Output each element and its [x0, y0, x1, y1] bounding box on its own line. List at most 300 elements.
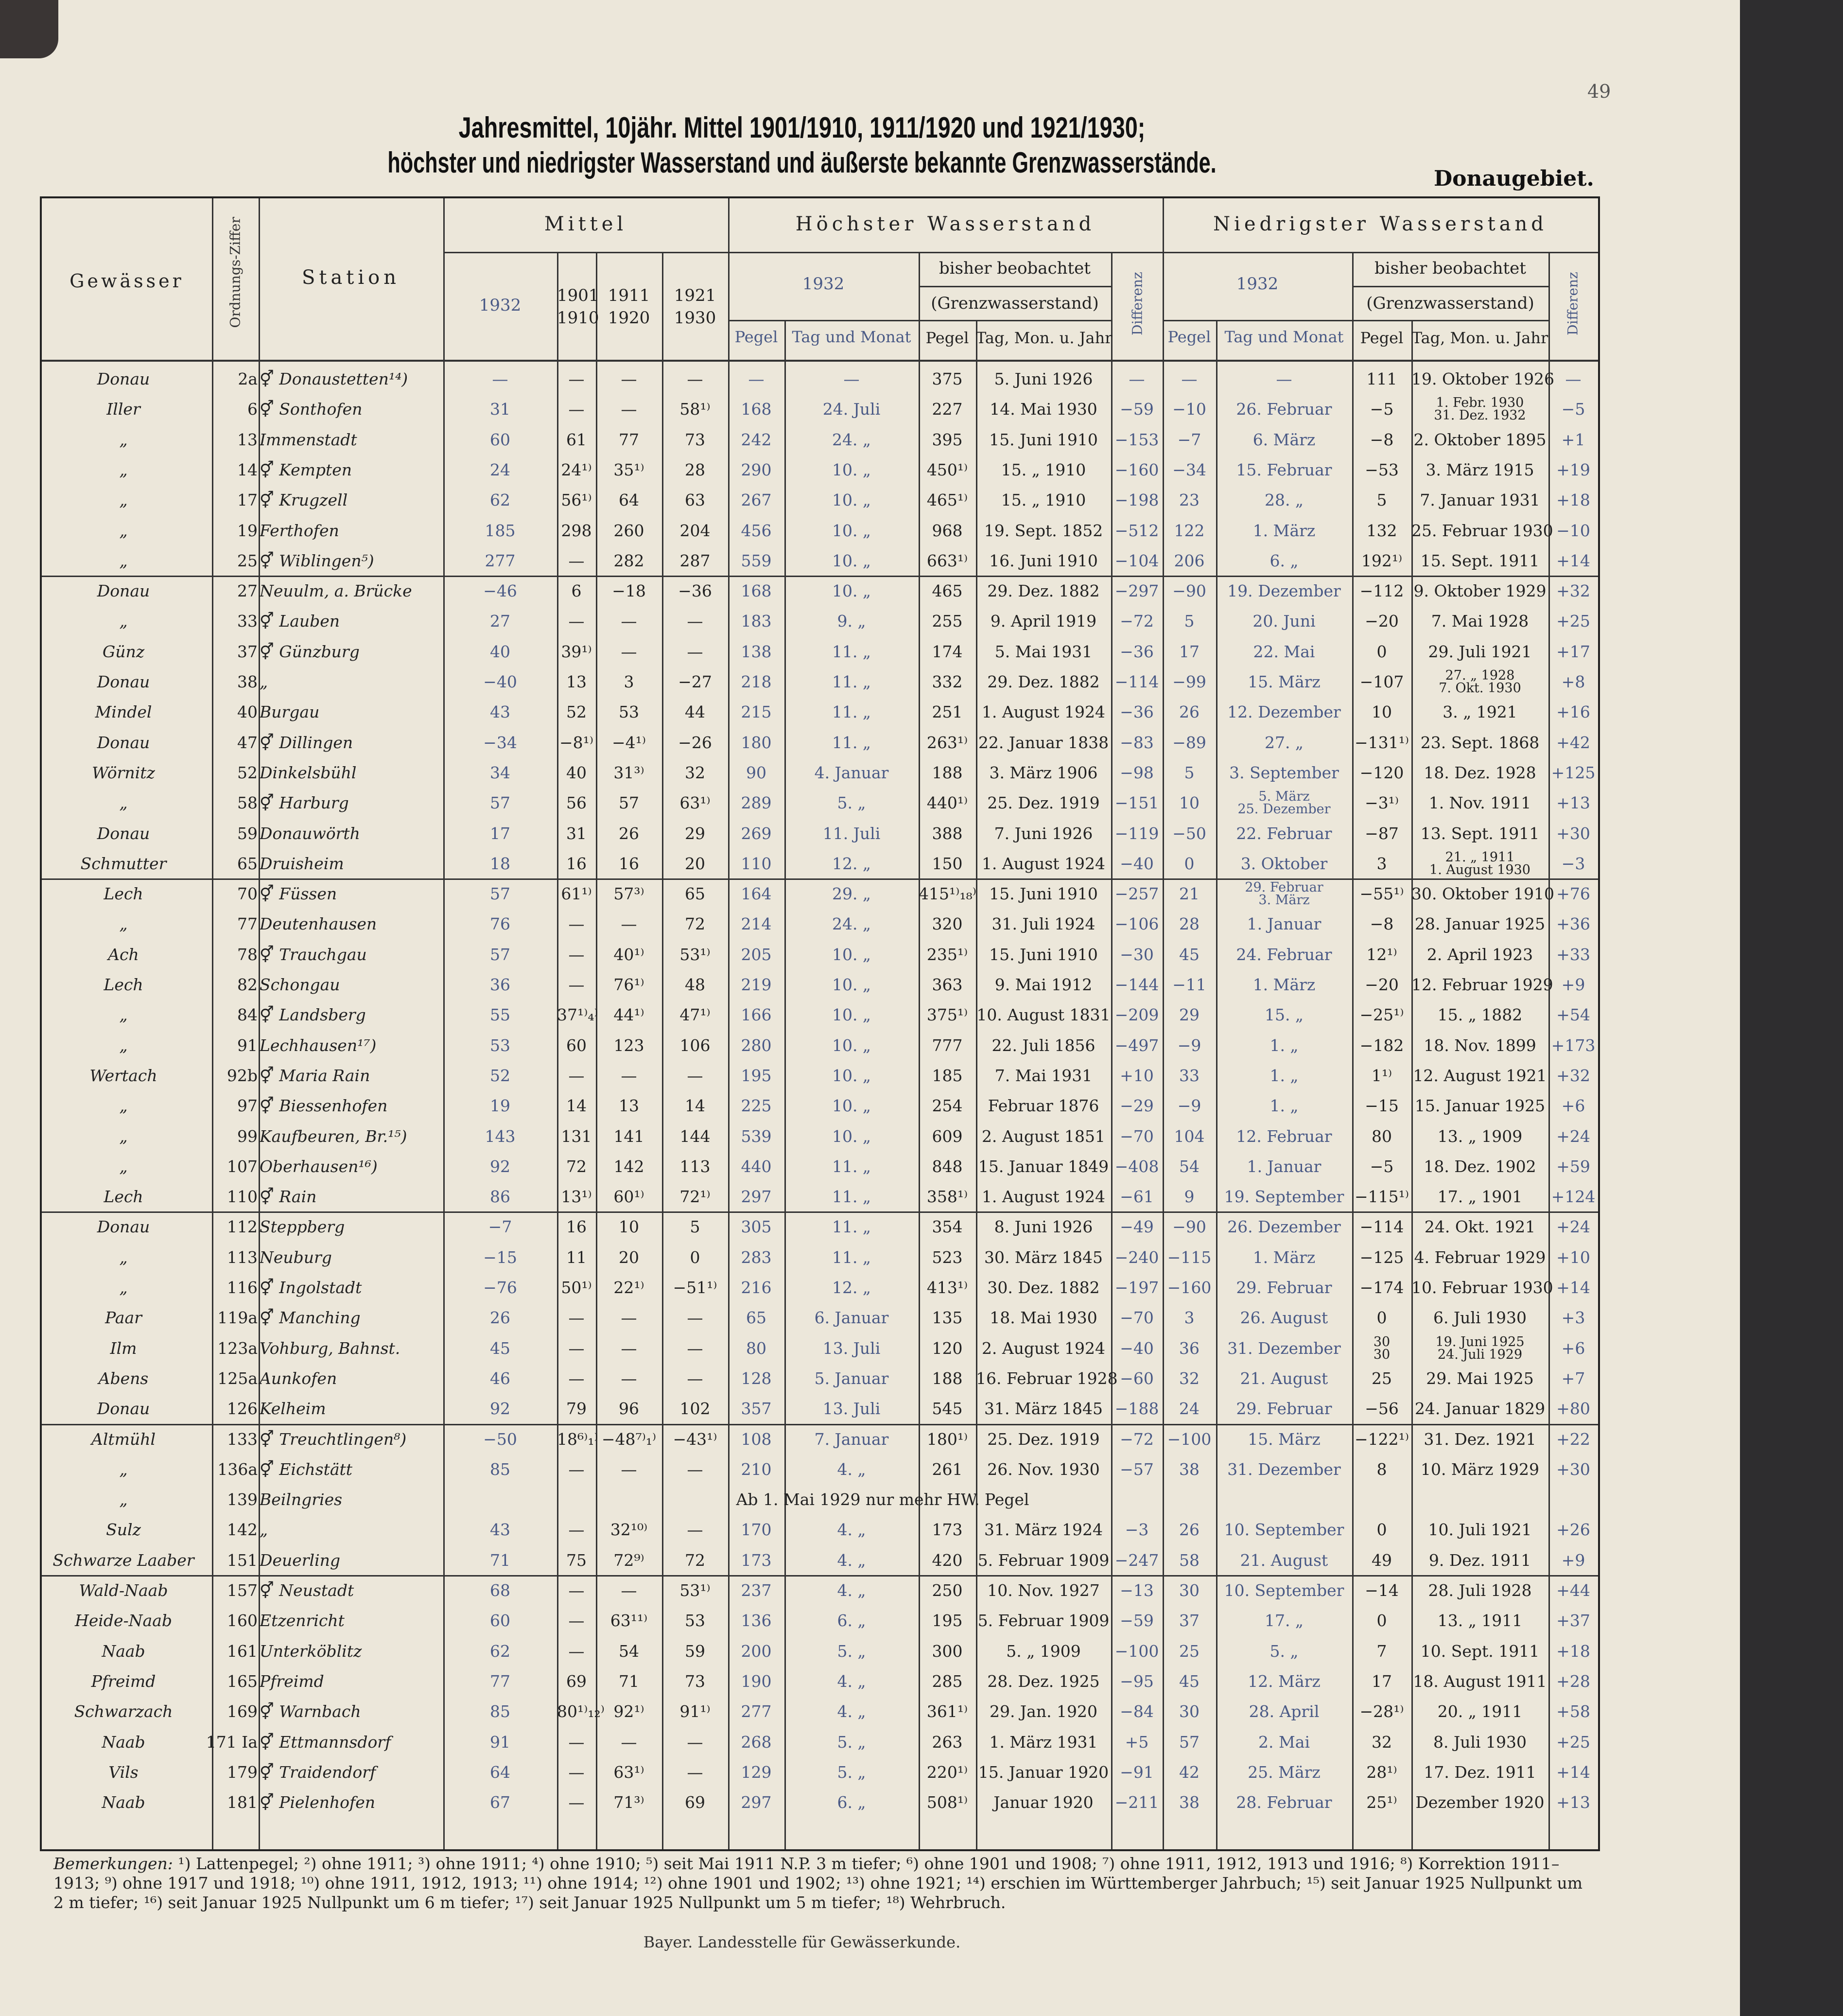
- station-name: Pielenhofen: [279, 1793, 376, 1812]
- hoechst-bisher-pegel-cell: 135: [932, 1308, 963, 1328]
- niedrig-bisher-tag-cell: 21. „ 1911 1. August 1930: [1429, 849, 1530, 877]
- binding-corner: [0, 0, 58, 58]
- ordnung-cell: 119a: [217, 1308, 258, 1328]
- recording-gauge-icon: ⚥: [260, 1096, 279, 1116]
- mittel-1911-cell: —: [621, 1066, 637, 1085]
- mittel-1911-cell: 282: [613, 551, 644, 570]
- hoechst-tag-cell: 24. „: [832, 430, 871, 449]
- gewaesser-cell: Naab: [102, 1641, 145, 1661]
- niedrig-bisher-pegel-cell: 17: [1372, 1671, 1392, 1691]
- header-line: [1163, 320, 1548, 321]
- niedrig-bisher-tag-cell: 9. Dez. 1911: [1428, 1550, 1531, 1570]
- niedrig-tag-cell: 26. August: [1240, 1308, 1328, 1328]
- mittel-1932-cell: 55: [490, 1005, 510, 1025]
- mittel-1901-cell: 16: [566, 854, 587, 873]
- mittel-1901-cell: 60: [566, 1035, 587, 1055]
- hoechst-tag-cell: 11. „: [832, 733, 871, 752]
- ordnung-cell: 99: [237, 1126, 258, 1146]
- mittel-1911-cell: 32¹⁰⁾: [610, 1520, 648, 1540]
- header-hoechster: Höchster Wasserstand: [795, 213, 1095, 235]
- mittel-1901-cell: 6: [571, 581, 582, 601]
- recording-gauge-icon: ⚥: [260, 551, 279, 570]
- niedrig-tag-cell: 28. „: [1264, 491, 1304, 510]
- niedrig-pegel-cell: −160: [1167, 1278, 1212, 1297]
- niedrig-tag-cell: 6. März: [1252, 430, 1316, 449]
- ordnung-cell: 171 Ia: [206, 1732, 258, 1752]
- hoechst-tag-cell: 12. „: [832, 1278, 871, 1297]
- niedrig-bisher-pegel-cell: 0: [1376, 642, 1387, 661]
- hoechst-tag-cell: 13. Juli: [822, 1399, 881, 1419]
- niedrig-differenz-cell: +28: [1556, 1671, 1590, 1691]
- hoechst-differenz-cell: −70: [1120, 1126, 1154, 1146]
- ordnung-cell: 97: [237, 1096, 258, 1116]
- station-cell: [260, 491, 483, 510]
- hoechst-differenz-cell: −297: [1114, 581, 1159, 601]
- hoechst-differenz-cell: −197: [1114, 1278, 1159, 1297]
- station-cell: [260, 945, 483, 964]
- niedrig-bisher-pegel-cell: −122¹⁾: [1355, 1429, 1409, 1449]
- station-cell: [260, 975, 483, 995]
- mittel-1901-cell: 39¹⁾: [561, 642, 592, 661]
- station-cell: [260, 1611, 483, 1630]
- hoechst-bisher-pegel-cell: 375¹⁾: [926, 1005, 968, 1025]
- recording-gauge-icon: ⚥: [260, 1066, 279, 1085]
- niedrig-bisher-pegel-cell: 12¹⁾: [1366, 945, 1397, 964]
- header-1920: 1920: [608, 308, 650, 328]
- remarks-label: Bemerkungen:: [53, 1854, 173, 1873]
- hoechst-bisher-pegel-cell: 375: [932, 369, 963, 388]
- station-name: Oberhausen¹⁶): [260, 1157, 378, 1176]
- gewaesser-cell: Wald-Naab: [79, 1581, 168, 1600]
- hoechst-differenz-cell: —: [1129, 369, 1145, 388]
- mittel-1921-cell: 91¹⁾: [679, 1702, 711, 1721]
- recording-gauge-icon: ⚥: [260, 491, 279, 510]
- hoechst-bisher-pegel-cell: 523: [932, 1247, 963, 1267]
- niedrig-tag-cell: 12. Februar: [1236, 1126, 1332, 1146]
- niedrig-pegel-cell: 206: [1174, 551, 1205, 570]
- hoechst-bisher-tag-cell: 15. Januar 1920: [978, 1762, 1109, 1782]
- niedrig-pegel-cell: 24: [1179, 1399, 1200, 1419]
- hoechst-differenz-cell: −153: [1114, 430, 1159, 449]
- header-hoechster-bisher: bisher beobachtet: [939, 259, 1091, 278]
- mittel-1932-cell: 57: [490, 884, 510, 904]
- station-name: Aunkofen: [260, 1368, 337, 1388]
- niedrig-bisher-pegel-cell: 7: [1376, 1641, 1387, 1661]
- ordnung-cell: 77: [237, 914, 258, 934]
- hoechst-differenz-cell: −84: [1120, 1702, 1154, 1721]
- mittel-1911-cell: 57³⁾: [613, 884, 644, 904]
- gewaesser-cell: Ach: [108, 945, 139, 964]
- niedrig-tag-cell: 10. September: [1224, 1581, 1344, 1600]
- niedrig-bisher-tag-cell: 15. Januar 1925: [1414, 1096, 1546, 1116]
- ordnung-cell: 38: [237, 672, 258, 691]
- niedrig-differenz-cell: +10: [1556, 1247, 1590, 1267]
- hoechst-bisher-tag-cell: 30. Dez. 1882: [987, 1278, 1100, 1297]
- mittel-1901-cell: 40: [566, 763, 587, 782]
- hoechst-bisher-tag-cell: 5. Februar 1909: [977, 1550, 1110, 1570]
- niedrig-pegel-cell: −99: [1172, 672, 1206, 691]
- mittel-1901-cell: 24¹⁾: [561, 460, 592, 479]
- niedrig-bisher-pegel-cell: −5: [1370, 1157, 1394, 1176]
- station-name: Sonthofen: [279, 400, 363, 419]
- niedrig-pegel-cell: 21: [1179, 884, 1200, 904]
- hoechst-tag-cell: 12. „: [832, 854, 871, 873]
- hoechst-tag-cell: 10. „: [832, 581, 871, 601]
- station-cell: [260, 400, 483, 419]
- mittel-1911-cell: 63¹¹⁾: [610, 1611, 648, 1630]
- niedrig-bisher-pegel-cell: −14: [1365, 1581, 1399, 1600]
- niedrig-tag-cell: 1. März: [1252, 521, 1316, 540]
- mittel-1911-cell: 71³⁾: [613, 1793, 644, 1812]
- ordnung-cell: 25: [237, 551, 258, 570]
- niedrig-bisher-tag-cell: 10. März 1929: [1420, 1459, 1540, 1479]
- niedrig-bisher-tag-cell: 18. Dez. 1902: [1424, 1157, 1536, 1176]
- recording-gauge-icon: ⚥: [260, 1793, 279, 1812]
- station-cell: [260, 1460, 483, 1479]
- hoechst-pegel-cell: 200: [741, 1641, 772, 1661]
- niedrig-differenz-cell: +18: [1556, 491, 1590, 510]
- niedrig-differenz-cell: +24: [1556, 1126, 1590, 1146]
- hoechst-bisher-tag-cell: 29. Dez. 1882: [987, 581, 1100, 601]
- hoechst-bisher-tag-cell: 2. August 1924: [981, 1338, 1106, 1358]
- hoechst-tag-cell: 11. „: [832, 672, 871, 691]
- gewaesser-cell: Wörnitz: [92, 763, 155, 782]
- recording-gauge-icon: ⚥: [260, 793, 279, 813]
- hoechst-pegel-cell: 136: [741, 1611, 772, 1630]
- niedrig-tag-cell: 24. Februar: [1236, 945, 1332, 964]
- hoechst-pegel-cell: 168: [741, 400, 772, 419]
- niedrig-differenz-cell: +24: [1556, 1217, 1590, 1237]
- niedrig-bisher-tag-cell: 19. Juni 1925 24. Juli 1929: [1435, 1334, 1525, 1362]
- ordnung-cell: 27: [237, 581, 258, 601]
- hoechst-bisher-tag-cell: 25. Dez. 1919: [987, 1429, 1100, 1449]
- mittel-1921-cell: —: [687, 1308, 703, 1328]
- station-cell: [260, 1490, 483, 1509]
- mittel-1921-cell: 53¹⁾: [679, 945, 711, 964]
- hoechst-differenz-cell: +5: [1125, 1732, 1149, 1752]
- mittel-1932-cell: 52: [490, 1066, 510, 1085]
- niedrig-tag-cell: 25. März: [1248, 1762, 1321, 1782]
- niedrig-tag-cell: 1. „: [1269, 1066, 1299, 1085]
- ordnung-cell: 52: [237, 763, 258, 782]
- header-station: Station: [301, 266, 400, 289]
- mittel-1921-cell: —: [687, 1066, 703, 1085]
- station-name: Ettmannsdorf: [279, 1732, 391, 1752]
- header-line: [42, 360, 1598, 362]
- gewaesser-cell: „: [119, 1278, 128, 1297]
- niedrig-bisher-tag-cell: 29. Mai 1925: [1426, 1368, 1534, 1388]
- mittel-1921-cell: −26: [678, 733, 712, 752]
- hoechst-differenz-cell: −60: [1120, 1368, 1154, 1388]
- mittel-1911-cell: 60¹⁾: [613, 1187, 644, 1207]
- mittel-1911-cell: 63¹⁾: [613, 1762, 644, 1782]
- station-cell: [260, 702, 483, 722]
- hoechst-bisher-pegel-cell: 450¹⁾: [926, 460, 968, 479]
- gewaesser-cell: Schmutter: [80, 854, 167, 873]
- hoechst-tag-cell: 5. „: [837, 1762, 866, 1782]
- niedrig-tag-cell: 21. August: [1240, 1550, 1328, 1570]
- header-differenz: Differenz: [1129, 272, 1146, 335]
- niedrig-bisher-tag-cell: 15. Sept. 1911: [1420, 551, 1540, 570]
- gewaesser-cell: Naab: [102, 1793, 145, 1812]
- hoechst-bisher-pegel-cell: 332: [932, 672, 963, 691]
- hoechst-tag-cell: 10. „: [832, 551, 871, 570]
- hoechst-bisher-tag-cell: 1. August 1924: [981, 1187, 1106, 1207]
- station-name: Treuchtlingen⁸): [279, 1429, 407, 1449]
- niedrig-bisher-tag-cell: 19. Oktober 1926: [1411, 369, 1555, 388]
- niedrig-bisher-tag-cell: 8. Juli 1930: [1433, 1732, 1527, 1752]
- niedrig-pegel-cell: 5: [1184, 763, 1195, 782]
- mittel-1901-cell: —: [568, 369, 585, 388]
- hoechst-tag-cell: 13. Juli: [822, 1338, 881, 1358]
- hoechst-tag-cell: 11. „: [832, 1217, 871, 1237]
- hoechst-differenz-cell: −144: [1114, 975, 1159, 994]
- hoechst-bisher-pegel-cell: 354: [932, 1217, 963, 1237]
- mittel-1921-cell: —: [687, 642, 703, 661]
- niedrig-pegel-cell: −100: [1167, 1429, 1212, 1449]
- station-name: Wiblingen⁵): [279, 551, 374, 570]
- hoechst-bisher-tag-cell: 19. Sept. 1852: [984, 521, 1103, 540]
- hoechst-bisher-pegel-cell: 361¹⁾: [926, 1702, 968, 1721]
- mittel-1932-cell: −40: [483, 672, 517, 691]
- header-1930: 1930: [674, 308, 716, 328]
- station-cell: [260, 1369, 483, 1388]
- niedrig-pegel-cell: −90: [1172, 581, 1206, 601]
- niedrig-bisher-tag-cell: 3. März 1915: [1426, 460, 1534, 479]
- hoechst-pegel-cell: 180: [741, 733, 772, 752]
- niedrig-pegel-cell: 38: [1179, 1459, 1200, 1479]
- mittel-1921-cell: 53: [685, 1611, 705, 1630]
- hoechst-bisher-tag-cell: 7. Juni 1926: [994, 824, 1093, 843]
- gewaesser-cell: „: [119, 521, 128, 540]
- gewaesser-cell: Iller: [106, 400, 140, 419]
- hoechst-pegel-cell: 138: [741, 642, 772, 661]
- hoechst-pegel-cell: 215: [741, 702, 772, 722]
- niedrig-differenz-cell: +36: [1556, 914, 1590, 934]
- niedrig-pegel-cell: 28: [1179, 914, 1200, 934]
- hoechst-tag-cell: 11. „: [832, 702, 871, 722]
- ordnung-cell: 91: [237, 1035, 258, 1055]
- niedrig-tag-cell: 15. Februar: [1236, 460, 1332, 479]
- niedrig-differenz-cell: +80: [1556, 1399, 1590, 1419]
- mittel-1921-cell: 102: [679, 1399, 711, 1419]
- mittel-1932-cell: 27: [490, 612, 510, 631]
- ordnung-cell: 65: [237, 854, 258, 873]
- station-cell: [260, 1702, 483, 1721]
- hoechst-pegel-cell: 214: [741, 914, 772, 934]
- gewaesser-cell: Altmühl: [91, 1429, 156, 1449]
- mittel-1921-cell: 48: [685, 975, 705, 994]
- mittel-1921-cell: −43¹⁾: [673, 1429, 717, 1449]
- hoechst-differenz-cell: −61: [1120, 1187, 1154, 1207]
- station-name: Günzburg: [279, 642, 360, 661]
- mittel-1932-cell: 277: [485, 551, 516, 570]
- niedrig-bisher-pegel-cell: 1¹⁾: [1371, 1066, 1392, 1085]
- page-number: 49: [1587, 81, 1611, 102]
- hoechst-pegel-cell: 219: [741, 975, 772, 994]
- hoechst-bisher-pegel-cell: 255: [932, 612, 963, 631]
- hoechst-tag-cell: 10. „: [832, 1126, 871, 1146]
- niedrig-bisher-tag-cell: 24. Januar 1829: [1414, 1399, 1546, 1419]
- mittel-1932-cell: 45: [490, 1338, 510, 1358]
- station-name: Warnbach: [279, 1702, 361, 1721]
- gewaesser-cell: „: [119, 612, 128, 631]
- station-cell: [260, 460, 483, 480]
- mittel-1911-cell: —: [621, 400, 637, 419]
- recording-gauge-icon: ⚥: [260, 733, 279, 752]
- mittel-1901-cell: —: [568, 1732, 585, 1752]
- niedrig-bisher-tag-cell: 10. Februar 1930: [1411, 1278, 1553, 1297]
- ordnung-cell: 123a: [217, 1338, 258, 1358]
- niedrig-tag-cell: 29. Februar: [1236, 1278, 1332, 1297]
- mittel-1901-cell: 61¹⁾: [561, 884, 592, 904]
- station-cell: [260, 369, 483, 389]
- ordnung-cell: 6: [247, 400, 258, 419]
- hoechst-tag-cell: 11. „: [832, 1247, 871, 1267]
- hoechst-differenz-cell: −104: [1114, 551, 1159, 570]
- hoechst-differenz-cell: −70: [1120, 1308, 1154, 1328]
- niedrig-pegel-cell: 17: [1179, 642, 1200, 661]
- niedrig-bisher-pegel-cell: −53: [1365, 460, 1399, 479]
- mittel-1911-cell: —: [621, 1732, 637, 1752]
- station-name: Biessenhofen: [279, 1096, 388, 1116]
- niedrig-bisher-pegel-cell: 32: [1372, 1732, 1392, 1752]
- station-cell: [260, 1157, 483, 1176]
- hoechst-bisher-pegel-cell: 609: [932, 1126, 963, 1146]
- niedrig-differenz-cell: +44: [1556, 1581, 1590, 1600]
- niedrig-differenz-cell: +19: [1556, 460, 1590, 479]
- mittel-1932-cell: 86: [490, 1187, 510, 1207]
- mittel-1911-cell: 10: [619, 1217, 639, 1237]
- niedrig-bisher-tag-cell: 10. Sept. 1911: [1420, 1641, 1540, 1661]
- hoechst-differenz-cell: −106: [1114, 914, 1159, 934]
- hoechst-bisher-tag-cell: 15. „ 1910: [1001, 491, 1086, 510]
- hoechst-pegel-cell: 183: [741, 612, 772, 631]
- hoechst-tag-cell: 4. „: [837, 1702, 866, 1721]
- hoechst-tag-cell: 10. „: [832, 1066, 871, 1085]
- gewaesser-cell: Naab: [102, 1732, 145, 1752]
- hoechst-bisher-pegel-cell: 508¹⁾: [926, 1793, 968, 1812]
- mittel-1932-cell: 17: [490, 824, 510, 843]
- station-cell: [260, 1217, 483, 1237]
- header-pegel: Pegel: [1167, 328, 1211, 346]
- station-cell: [260, 1248, 483, 1267]
- niedrig-differenz-cell: +13: [1556, 1793, 1590, 1812]
- station-name: Dillingen: [279, 733, 353, 752]
- hoechst-tag-cell: 4. „: [837, 1581, 866, 1600]
- hoechst-bisher-pegel-cell: 415¹⁾₁₈⁾: [919, 884, 976, 904]
- ordnung-cell: 47: [237, 733, 258, 752]
- gewaesser-cell: Mindel: [95, 702, 152, 722]
- hoechst-tag-cell: 5. „: [837, 1641, 866, 1661]
- station-name: Immenstadt: [260, 430, 357, 449]
- hoechst-tag-cell: 5. „: [837, 1732, 866, 1752]
- station-name: Traidendorf: [279, 1762, 376, 1782]
- station-name: Deutenhausen: [260, 914, 377, 934]
- hoechst-pegel-cell: 277: [741, 1702, 772, 1721]
- hoechst-pegel-cell: 129: [741, 1762, 772, 1782]
- hoechst-bisher-tag-cell: 16. Februar 1928: [976, 1368, 1118, 1388]
- station-cell: [260, 521, 483, 541]
- niedrig-bisher-pegel-cell: −56: [1365, 1399, 1399, 1419]
- mittel-1932-cell: −34: [483, 733, 517, 752]
- gewaesser-cell: „: [119, 551, 128, 570]
- header-pegel: Pegel: [925, 329, 969, 347]
- mittel-1911-cell: 57: [619, 793, 639, 813]
- hoechst-bisher-tag-cell: 18. Mai 1930: [990, 1308, 1097, 1328]
- mittel-1921-cell: 73: [685, 1671, 705, 1691]
- niedrig-pegel-cell: −34: [1172, 460, 1206, 479]
- ordnung-cell: 70: [237, 884, 258, 904]
- station-cell: [260, 672, 483, 692]
- mittel-1901-cell: 75: [566, 1550, 587, 1570]
- niedrig-pegel-cell: −9: [1177, 1096, 1201, 1116]
- niedrig-bisher-tag-cell: 23. Sept. 1868: [1420, 733, 1540, 752]
- mittel-1911-cell: 20: [619, 1247, 639, 1267]
- mittel-1932-cell: 60: [490, 430, 510, 449]
- mittel-1911-cell: 142: [613, 1157, 644, 1176]
- station-name: Donauwörth: [260, 824, 360, 843]
- station-name: Etzenricht: [260, 1611, 345, 1630]
- ordnung-cell: 161: [227, 1641, 258, 1661]
- header-differenz: Differenz: [1565, 272, 1581, 335]
- mittel-1932-cell: 185: [485, 521, 516, 540]
- mittel-1932-cell: 57: [490, 945, 510, 964]
- mittel-1901-cell: —: [568, 1338, 585, 1358]
- hoechst-pegel-cell: 166: [741, 1005, 772, 1025]
- mittel-1901-cell: 18⁶⁾₁⁾: [557, 1429, 598, 1449]
- mittel-1921-cell: —: [687, 1459, 703, 1479]
- hoechst-bisher-tag-cell: 5. Februar 1909: [977, 1611, 1110, 1630]
- niedrig-bisher-tag-cell: 25. Februar 1930: [1411, 521, 1553, 540]
- niedrig-bisher-tag-cell: 10. Juli 1921: [1428, 1520, 1532, 1540]
- recording-gauge-icon: ⚥: [260, 642, 279, 661]
- niedrig-bisher-pegel-cell: −182: [1359, 1035, 1404, 1055]
- mittel-1901-cell: —: [568, 1793, 585, 1812]
- mittel-1932-cell: 46: [490, 1368, 510, 1388]
- hoechst-bisher-pegel-cell: 235¹⁾: [926, 945, 968, 964]
- station-cell: [260, 1127, 483, 1146]
- station-cell: [260, 430, 483, 450]
- ordnung-cell: 19: [237, 521, 258, 540]
- niedrig-differenz-cell: +30: [1556, 1459, 1590, 1479]
- hoechst-bisher-tag-cell: 1. August 1924: [981, 854, 1106, 873]
- hoechst-bisher-pegel-cell: 440¹⁾: [926, 793, 968, 813]
- hoechst-bisher-tag-cell: Februar 1876: [988, 1096, 1099, 1116]
- mittel-1932-cell: 67: [490, 1793, 510, 1812]
- mittel-1901-cell: —: [568, 1520, 585, 1540]
- mittel-1911-cell: −18: [612, 581, 646, 601]
- mittel-1932-cell: 62: [490, 491, 510, 510]
- niedrig-tag-cell: 28. Februar: [1236, 1793, 1332, 1812]
- station-name: Unterköblitz: [260, 1641, 362, 1661]
- mittel-1901-cell: 69: [566, 1671, 587, 1691]
- mittel-1932-cell: 85: [490, 1459, 510, 1479]
- hoechst-bisher-pegel-cell: 261: [932, 1459, 963, 1479]
- gewaesser-cell: Günz: [102, 642, 145, 661]
- niedrig-pegel-cell: 29: [1179, 1005, 1200, 1025]
- niedrig-bisher-pegel-cell: −114: [1359, 1217, 1404, 1237]
- mittel-1921-cell: 63¹⁾: [679, 793, 711, 813]
- hoechst-tag-cell: 4. „: [837, 1520, 866, 1540]
- niedrig-tag-cell: 19. Dezember: [1227, 581, 1341, 601]
- station-cell: [260, 1430, 483, 1449]
- mittel-1911-cell: 44¹⁾: [613, 1005, 644, 1025]
- hoechst-bisher-pegel-cell: 363: [932, 975, 963, 994]
- station-name: Füssen: [279, 884, 337, 904]
- hoechst-bisher-pegel-cell: 250: [932, 1581, 963, 1600]
- niedrig-bisher-pegel-cell: −28¹⁾: [1359, 1702, 1404, 1721]
